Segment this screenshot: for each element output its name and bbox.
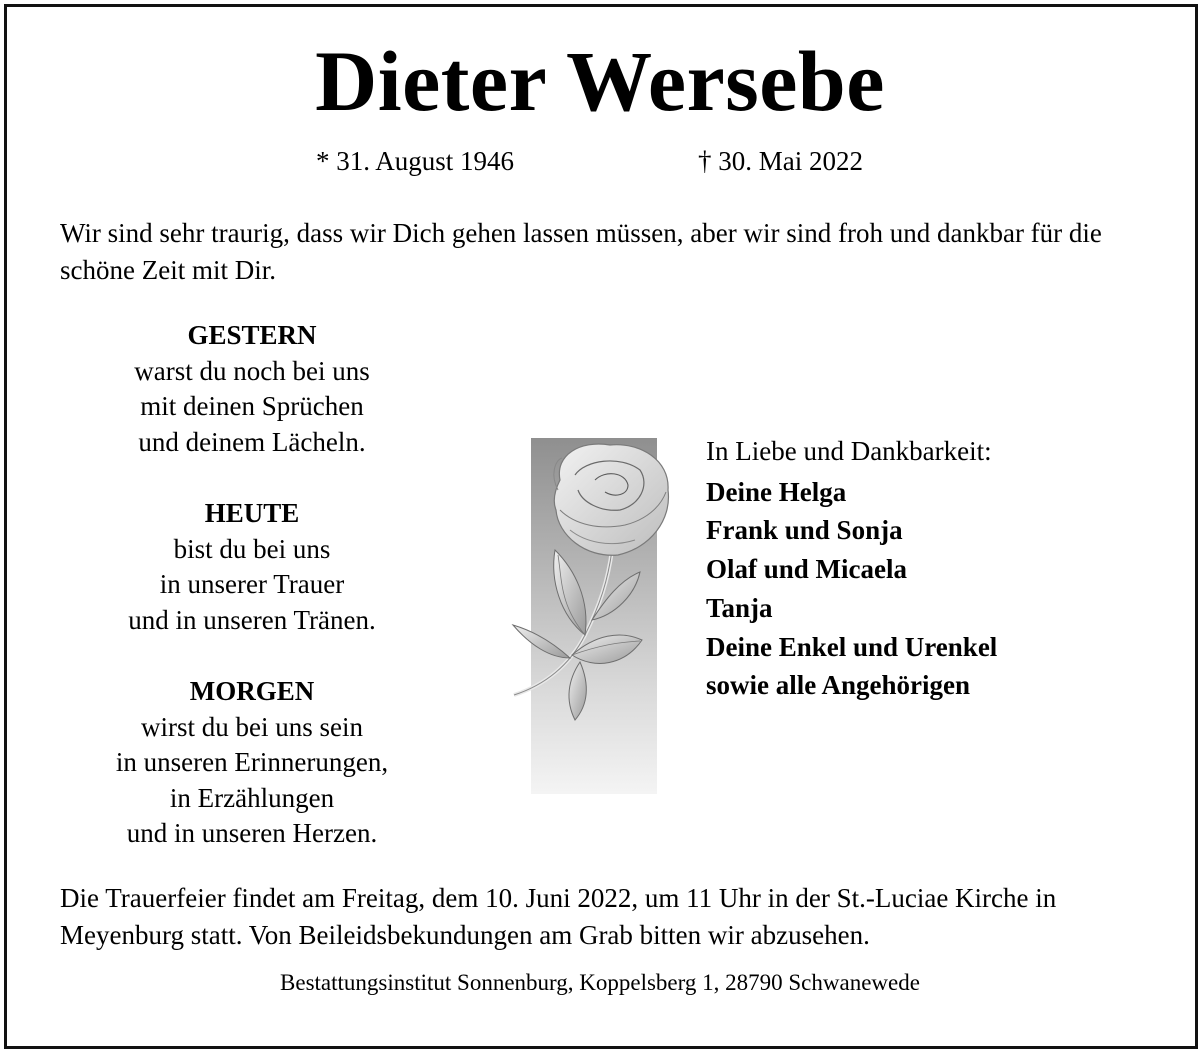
poem-stanza-heute bbox=[52, 496, 452, 638]
poem-line: in unserer Trauer bbox=[159, 569, 345, 599]
rose-icon bbox=[500, 430, 690, 730]
intro-text: Wir sind sehr traurig, dass wir Dich gehen lassen müssen, aber wir sind froh und dankbar für die schöne Zeit mit Dir. bbox=[60, 218, 1102, 285]
signoff bbox=[706, 432, 1146, 705]
poem-line: und deinem Lächeln. bbox=[138, 426, 366, 457]
stanza-heading: HEUTE bbox=[204, 498, 300, 528]
poem-line: in unseren Erinnerungen, bbox=[115, 747, 389, 777]
death-date: † 30. Mai 2022 bbox=[698, 146, 863, 176]
stanza-heading: MORGEN bbox=[189, 676, 315, 706]
mourner-name: sowie alle Angehörigen bbox=[706, 670, 970, 701]
poem-line: wirst du bei uns sein bbox=[141, 711, 363, 742]
poem-line: in Erzählungen bbox=[169, 782, 335, 813]
birth-date: * 31. August 1946 bbox=[316, 146, 515, 176]
mourner-name: Olaf und Micaela bbox=[706, 554, 907, 585]
mourner-name: Deine Enkel und Urenkel bbox=[706, 631, 998, 662]
mourner-name: Frank und Sonja bbox=[706, 515, 903, 546]
stanza-heading: GESTERN bbox=[187, 320, 317, 350]
signoff-lead: In Liebe und Dankbarkeit: bbox=[706, 436, 992, 466]
poem-line: mit deinen Sprüchen bbox=[140, 391, 364, 421]
poem-line: und in unseren Tränen. bbox=[128, 604, 376, 635]
mourner-name: Deine Helga bbox=[706, 476, 847, 507]
undertaker-address: Bestattungsinstitut Sonnenburg, Koppelsberg 1, 28790 Schwanewede bbox=[280, 970, 920, 995]
poem-line: bist du bei uns bbox=[173, 533, 331, 564]
poem-line: und in unseren Herzen. bbox=[126, 818, 378, 848]
service-details: Die Trauerfeier findet am Freitag, dem 10. Juni 2022, um 11 Uhr in der St.-Luciae Kirche in Meyenburg statt. Von Beileidsbekundungen am Grab bitten wir abzusehen. bbox=[60, 883, 1057, 950]
poem-stanza-morgen bbox=[52, 674, 452, 852]
deceased-name: Dieter Wersebe bbox=[315, 33, 885, 129]
mourner-name: Tanja bbox=[706, 592, 773, 623]
poem-line: warst du noch bei uns bbox=[134, 355, 370, 386]
poem bbox=[52, 318, 452, 888]
poem-stanza-gestern bbox=[52, 318, 452, 460]
